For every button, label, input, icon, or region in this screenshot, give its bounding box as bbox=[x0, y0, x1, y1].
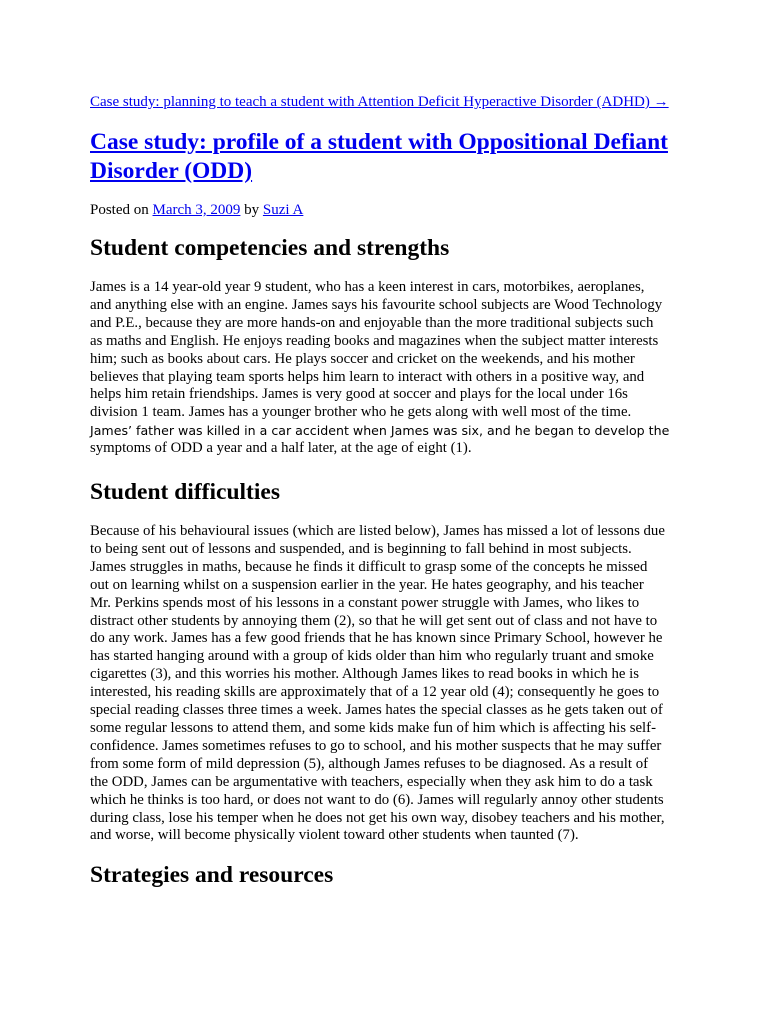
section-heading-strategies: Strategies and resources bbox=[90, 862, 334, 888]
post-title-line: Disorder (ODD) bbox=[90, 158, 253, 184]
section-heading-competencies: Student competencies and strengths bbox=[90, 235, 450, 261]
paragraph-line: believes that playing team sports helps him learn to interact with others in a positive way, and bbox=[90, 368, 645, 385]
post-title bbox=[90, 128, 710, 186]
paragraph-line: from some form of mild depression (5), although James refuses to be diagnosed. As a result of bbox=[90, 755, 649, 772]
paragraph-competencies bbox=[90, 279, 669, 458]
paragraph-line: helps him retain friendships. James is very good at soccer and plays for the local under 16s bbox=[90, 386, 628, 403]
paragraph-line: James’ father was killed in a car accident when James was six, and he began to develop the bbox=[90, 423, 670, 439]
paragraph-line: symptoms of ODD a year and a half later, at the age of eight (1). bbox=[90, 440, 472, 457]
paragraph-difficulties bbox=[90, 523, 665, 845]
paragraph-line: some regular lessons to attend them, and some kids make fun of him which is affecting his self- bbox=[90, 719, 656, 736]
paragraph-line: Mr. Perkins spends most of his lessons in a constant power struggle with James, who likes to bbox=[90, 594, 640, 611]
paragraph-line: do any work. James has a few good friends that he has known since Primary School, however he bbox=[90, 630, 663, 647]
previous-post-link[interactable]: Case study: planning to teach a student with Attention Deficit Hyperactive Disorder (ADHD) → bbox=[90, 94, 669, 110]
section-heading-difficulties: Student difficulties bbox=[90, 479, 280, 505]
paragraph-line: James is a 14 year-old year 9 student, who has a keen interest in cars, motorbikes, aeroplanes, bbox=[90, 279, 645, 295]
post-meta bbox=[90, 201, 303, 219]
paragraph-line: which he thinks is too hard, or does not want to do (6). James will regularly annoy other students bbox=[90, 791, 664, 808]
paragraph-line: and worse, will become physically violent toward other students when taunted (7). bbox=[90, 827, 579, 844]
paragraph-line: and P.E., because they are more hands-on and enjoyable than the more traditional subjects such bbox=[90, 314, 654, 331]
post-title-line: Case study: profile of a student with Oppositional Defiant bbox=[90, 129, 668, 155]
post-title-link[interactable] bbox=[90, 128, 710, 186]
post-date-link[interactable]: March 3, 2009 bbox=[152, 202, 241, 218]
paragraph-line: out on learning whilst on a suspension earlier in the year. He hates geography, and his teacher bbox=[90, 576, 644, 593]
paragraph-line: cigarettes (3), and this worries his mother. Although James likes to read books in which he is bbox=[90, 666, 640, 683]
author-link[interactable]: Suzi A bbox=[262, 202, 304, 218]
paragraph-line: during class, lose his temper when he does not get his own way, disobey teachers and his mother, bbox=[90, 809, 665, 826]
paragraph-line: James struggles in maths, because he finds it difficult to grasp some of the concepts he missed bbox=[90, 558, 648, 575]
paragraph-line: to being sent out of lessons and suspended, and is beginning to fall behind in most subjects. bbox=[90, 540, 632, 557]
paragraph-line: Because of his behavioural issues (which are listed below), James has missed a lot of lessons due bbox=[90, 523, 665, 539]
paragraph-line: the ODD, James can be argumentative with teachers, especially when they ask him to do a task bbox=[90, 773, 653, 790]
paragraph-line: special reading classes three times a week. James hates the special classes as he gets taken out of bbox=[90, 702, 663, 719]
paragraph-line: division 1 team. James has a younger brother who he gets along with well most of the time. bbox=[90, 404, 632, 421]
paragraph-line: and anything else with an engine. James says his favourite school subjects are Wood Technology bbox=[90, 296, 663, 313]
paragraph-line: has started hanging around with a group of kids older than him who regularly truant and smoke bbox=[90, 648, 654, 665]
paragraph-line: him; such as books about cars. He plays soccer and cricket on the weekends, and his mother bbox=[90, 350, 635, 367]
paragraph-line: as maths and English. He enjoys reading books and magazines when the subject matter interests bbox=[90, 332, 659, 349]
by-label: by bbox=[244, 202, 260, 218]
posted-on-label: Posted on bbox=[90, 202, 149, 218]
paragraph-line: confidence. James sometimes refuses to go to school, and his mother suspects that he may suffer bbox=[90, 737, 662, 754]
paragraph-line: distract other students by annoying them (2), so that he will get sent out of class and not have to bbox=[90, 612, 658, 629]
paragraph-line: interested, his reading skills are approximately that of a 12 year old (4); consequently he goes to bbox=[90, 684, 660, 701]
